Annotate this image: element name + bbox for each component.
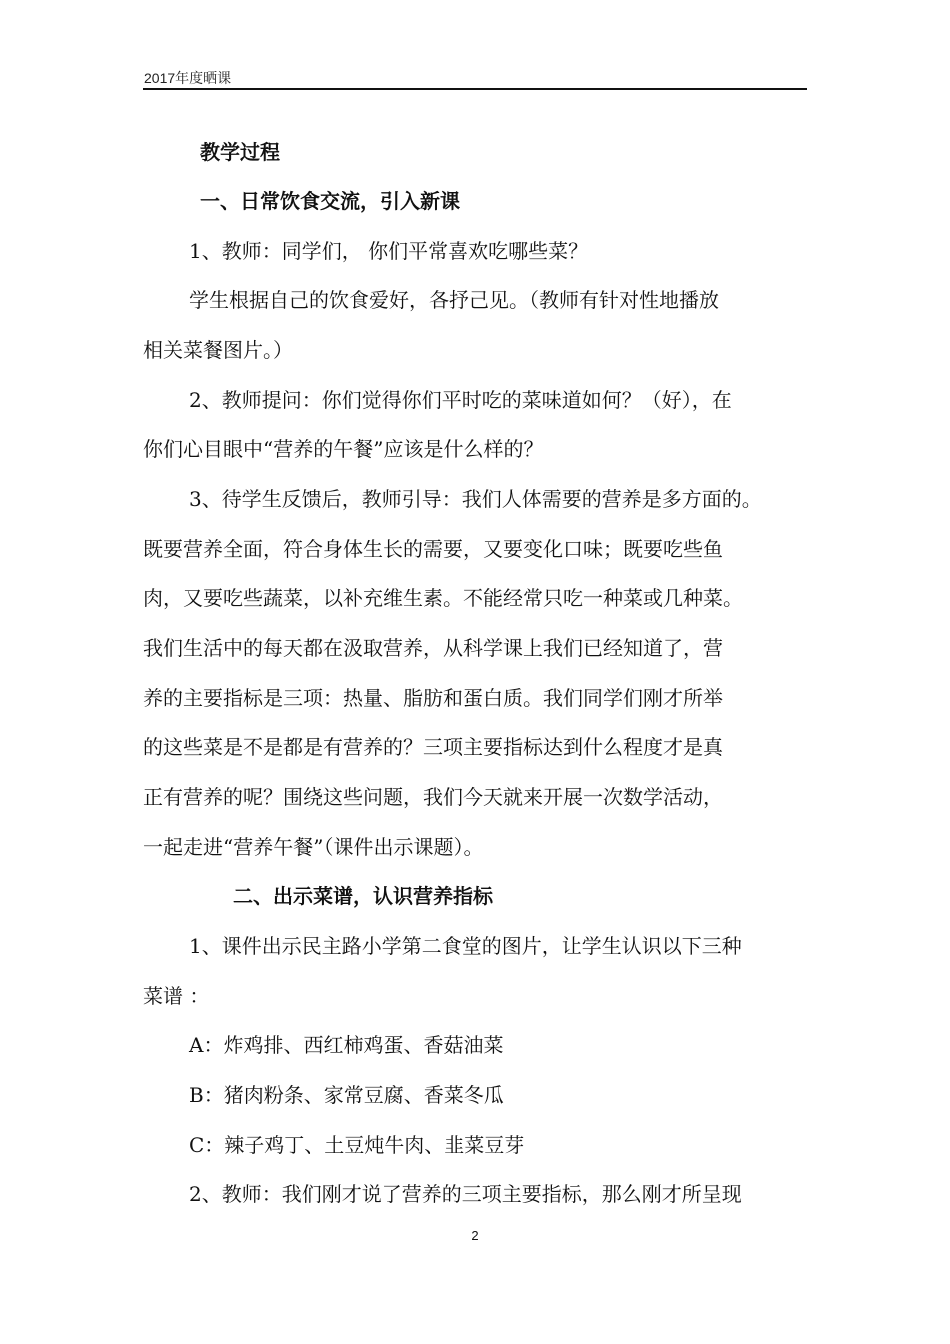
paragraph-line: 正有营养的呢？围绕这些问题，我们今天就来开展一次数学活动， [143,785,723,809]
page-number: 2 [471,1228,479,1243]
paragraph-line: 的这些菜是不是都是有营养的？三项主要指标达到什么程度才是真 [143,735,723,759]
running-header: 2017年度晒课 [144,70,232,86]
menu-option-b: B：猪肉粉条、家常豆腐、香菜冬瓜 [189,1083,504,1107]
paragraph-line: 相关菜餐图片。） [143,338,293,362]
paragraph-line: 你们心目眼中“营养的午餐”应该是什么样的？ [143,437,544,461]
paragraph-line: 1、课件出示民主路小学第二食堂的图片，让学生认识以下三种 [189,934,742,958]
menu-option-c: C：辣子鸡丁、土豆炖牛肉、韭菜豆芽 [189,1133,525,1157]
paragraph-line: 一起走进“营养午餐”（课件出示课题）。 [143,835,484,859]
paragraph-line: 3、待学生反馈后，教师引导：我们人体需要的营养是多方面的。 [189,487,762,511]
paragraph-line: 我们生活中的每天都在汲取营养，从科学课上我们已经知道了，营 [143,636,723,660]
paragraph-line: 养的主要指标是三项：热量、脂肪和蛋白质。我们同学们刚才所举 [143,686,723,710]
paragraph-line: 2、教师：我们刚才说了营养的三项主要指标，那么刚才所呈现 [189,1182,742,1206]
paragraph-line: 学生根据自己的饮食爱好，各抒己见。（教师有针对性地播放 [189,288,719,312]
menu-option-a: A：炸鸡排、西红柿鸡蛋、香菇油菜 [189,1033,504,1057]
section-title: 教学过程 [200,140,280,164]
paragraph-line: 菜谱 ： [143,984,210,1008]
paragraph-line: 1、教师：同学们， 你们平常喜欢吃哪些菜？ [189,239,589,263]
heading-part-two: 二、出示菜谱，认识营养指标 [233,884,493,908]
paragraph-line: 既要营养全面，符合身体生长的需要，又要变化口味；既要吃些鱼 [143,537,723,561]
paragraph-line: 2、教师提问：你们觉得你们平时吃的菜味道如何？（好），在 [189,388,732,412]
header-divider [143,88,807,90]
heading-part-one: 一、日常饮食交流，引入新课 [200,189,460,213]
paragraph-line: 肉，又要吃些蔬菜，以补充维生素。不能经常只吃一种菜或几种菜。 [143,586,743,610]
